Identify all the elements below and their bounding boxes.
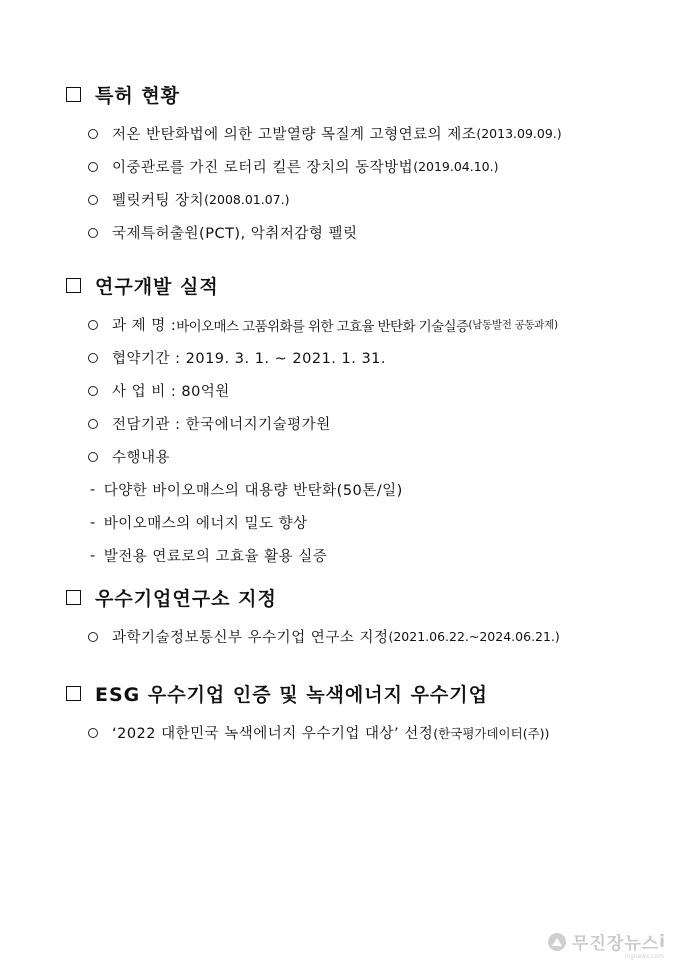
list-item <box>66 620 656 653</box>
section-heading <box>66 81 656 107</box>
section-title: 연구개발 실적 <box>95 275 219 298</box>
item-text: 다양한 바이오매스의 대용량 반탄화(50톤/일) <box>103 483 403 499</box>
watermark-mark: i <box>659 931 666 952</box>
item-text: 전담기관 : 한국에너지기술평가원 <box>112 417 331 433</box>
list-item <box>66 216 656 249</box>
checkbox-square-icon <box>66 278 81 293</box>
list-item <box>66 716 656 749</box>
circle-bullet-icon <box>88 129 98 139</box>
item-note: (한국평가데이터(주)) <box>433 725 550 741</box>
section-rnd-results <box>66 272 656 572</box>
item-text: 협약기간 : 2019. 3. 1. ~ 2021. 1. 31. <box>112 351 387 367</box>
section-title: 우수기업연구소 지정 <box>95 587 277 610</box>
item-text: 발전용 연료로의 고효율 활용 실증 <box>103 549 328 565</box>
list-item <box>66 539 656 572</box>
circle-bullet-icon <box>88 195 98 205</box>
circle-bullet-icon <box>88 162 98 172</box>
circle-bullet-icon <box>88 452 98 462</box>
item-note: (2019.04.10.) <box>413 159 499 174</box>
list-item <box>66 374 656 407</box>
item-text: ‘2022 대한민국 녹색에너지 우수기업 대상’ 선정 <box>112 726 434 742</box>
dash-bullet-icon: - <box>90 547 96 564</box>
section-patents <box>66 81 656 249</box>
item-text: 펠릿커팅 장치 <box>112 193 205 209</box>
section-heading <box>66 680 656 706</box>
item-note: (2013.09.09.) <box>476 126 562 141</box>
dash-bullet-icon: - <box>90 514 96 531</box>
watermark-url: mjjnews.com <box>624 953 664 960</box>
item-list <box>66 308 656 572</box>
section-title: ESG 우수기업 인증 및 녹색에너지 우수기업 <box>95 683 488 706</box>
item-list <box>66 117 656 249</box>
list-item <box>66 440 656 473</box>
section-esg <box>66 680 656 749</box>
item-note: (2008.01.07.) <box>204 192 290 207</box>
watermark-text: 무진장뉴스 <box>572 934 660 954</box>
watermark <box>548 929 666 954</box>
checkbox-square-icon <box>66 686 81 701</box>
item-text: 과학기술정보통신부 우수기업 연구소 지정 <box>112 630 389 646</box>
item-text: 이중관로를 가진 로터리 킬른 장치의 동작방법 <box>112 160 414 176</box>
list-item <box>66 341 656 374</box>
circle-bullet-icon <box>88 728 98 738</box>
section-research-institute <box>66 584 656 653</box>
list-item <box>66 407 656 440</box>
list-item <box>66 308 656 341</box>
watermark-logo-icon <box>548 933 566 951</box>
section-title: 특허 현황 <box>95 84 181 107</box>
circle-bullet-icon <box>88 228 98 238</box>
item-note: (남동발전 공동과제) <box>468 319 558 331</box>
list-item <box>66 117 656 150</box>
item-text: 저온 반탄화법에 의한 고발열량 목질계 고형연료의 제조 <box>112 127 477 143</box>
circle-bullet-icon <box>88 419 98 429</box>
list-item <box>66 150 656 183</box>
item-list <box>66 620 656 653</box>
section-heading <box>66 272 656 298</box>
item-text: 수행내용 <box>112 450 171 466</box>
item-text: 사 업 비 : 80억원 <box>112 384 230 400</box>
circle-bullet-icon <box>88 320 98 330</box>
list-item <box>66 506 656 539</box>
item-text: 국제특허출원(PCT), 악취저감형 펠릿 <box>112 226 358 242</box>
list-item <box>66 473 656 506</box>
item-note: (2021.06.22.~2024.06.21.) <box>388 629 560 644</box>
item-list <box>66 716 656 749</box>
item-label: 과 제 명 : <box>112 318 177 334</box>
item-text: 바이오매스의 에너지 밀도 향상 <box>103 516 308 532</box>
circle-bullet-icon <box>88 353 98 363</box>
list-item <box>66 183 656 216</box>
dash-bullet-icon: - <box>90 481 96 498</box>
checkbox-square-icon <box>66 87 81 102</box>
checkbox-square-icon <box>66 590 81 605</box>
circle-bullet-icon <box>88 632 98 642</box>
circle-bullet-icon <box>88 386 98 396</box>
section-heading <box>66 584 656 610</box>
item-text: 바이오매스 고품위화를 위한 고효율 반탄화 기술실증 <box>176 318 469 335</box>
